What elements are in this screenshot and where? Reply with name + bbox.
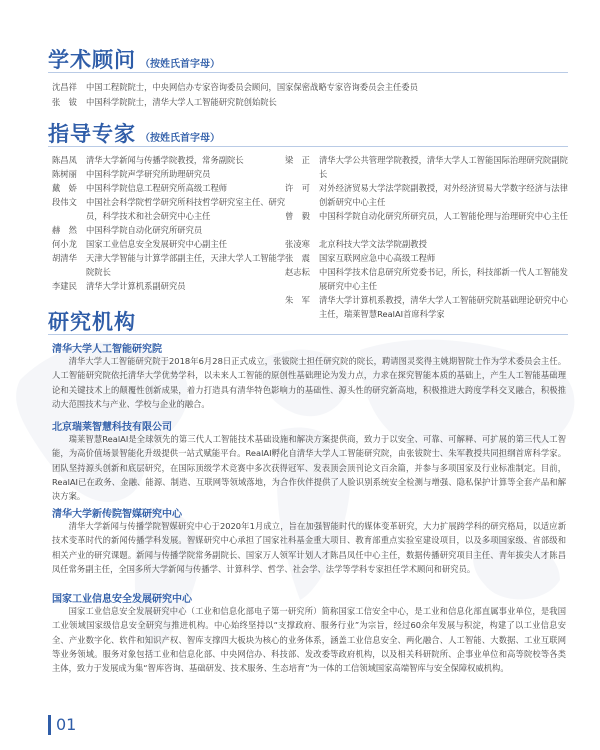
expert-desc: 清华大学计算机系教授，清华大学人工智能研究院基础理论研究中心主任，瑞莱智慧RealAI首席科学家 — [319, 295, 568, 319]
expert-name: 张凌寒 — [285, 239, 310, 249]
guidance-experts-heading — [48, 118, 220, 148]
expert-name: 赫 然 — [52, 225, 77, 235]
advisor-name: 沈昌祥 — [52, 82, 77, 92]
guidance-experts-title: 指导专家 — [48, 122, 136, 146]
institution-text: 清华大学新闻与传播学院智媒研究中心于2020年1月成立，旨在加强智能时代的媒体变革研究，大力扩展跨学科的研究格局，以适应新技术变革时代的新闻传播学科发展。智媒研究中心承担了国家社科基金重大项目、教育部重点实验室建设项目，以及多项国家级、省部级和相关产业的研究课题。新闻与传播学院常务副院长、国家万人领军计划人才陈昌凤任中心主任，数据传播研究项目主任、青年拔尖人才陈昌凤任常务副主任，全国多所大学新闻与传播学、计算科学、哲学、社会学、法学等学科专家担任学术顾问和研究员。 — [52, 521, 566, 574]
expert-desc: 中国科学院声学研究所助理研究员 — [86, 169, 211, 179]
advisor-desc: 中国工程院院士，中央网信办专家咨询委员会顾问，国家保密战略专家咨询委员会主任委员 — [86, 82, 418, 92]
expert-name: 张 震 — [285, 253, 310, 263]
expert-name: 戴 娇 — [52, 183, 77, 193]
expert-desc: 国家互联网应急中心高级工程师 — [319, 253, 436, 263]
section-divider — [48, 334, 568, 335]
expert-desc: 清华大学新闻与传播学院教授，常务副院长 — [86, 155, 244, 165]
expert-name: 胡清华 — [52, 253, 77, 263]
advisor-desc: 中国科学院院士，清华大学人工智能研究院创始院长 — [86, 97, 277, 107]
expert-name: 梁 正 — [285, 155, 310, 165]
institution-name: 北京瑞莱智慧科技有限公司 — [52, 422, 172, 433]
academic-advisors-heading — [48, 44, 220, 74]
academic-advisors-title: 学术顾问 — [48, 48, 136, 72]
institution-text: 清华大学人工智能研究院于2018年6月28日正式成立，张钹院士担任研究院的院长，聘请图灵奖得主姚期智院士作为学术委员会主任。人工智能研究院依托清华大学优势学科，以未来人工智能的原创性基础理论为发力点，力求在探究智能本质的基础上，产生人工智能基础理论和关键技术上的颠覆性创新成果，着力打造具有清华特色影响力的基础性、源头性的研究新高地，积极推进大跨度学科交叉融合，积极推动大范围技术与产业、学校与企业的融合。 — [52, 356, 566, 409]
section-divider — [48, 146, 568, 147]
expert-name: 朱 军 — [285, 295, 310, 305]
institutions-heading — [48, 306, 136, 336]
expert-desc: 中国科学院自动化研究所研究员 — [86, 225, 203, 235]
institution-name: 清华大学新传院智媒研究中心 — [52, 509, 182, 520]
expert-desc: 中国科学院自动化研究所研究员，人工智能伦理与治理研究中心主任 — [319, 211, 568, 221]
expert-desc: 清华大学计算机系副研究员 — [86, 281, 186, 291]
expert-name: 曾 毅 — [285, 211, 310, 221]
expert-name: 许 可 — [285, 183, 310, 193]
institution-name: 清华大学人工智能研究院 — [52, 344, 162, 355]
institution-name: 国家工业信息安全发展研究中心 — [52, 594, 192, 605]
expert-desc: 国家工业信息安全发展研究中心副主任 — [86, 239, 228, 249]
expert-desc: 北京科技大学文法学院副教授 — [319, 239, 427, 249]
institutions-title: 研究机构 — [48, 310, 136, 334]
expert-desc: 中国社会科学院哲学研究所科技哲学研究室主任、研究员，科学技术和社会研究中心主任 — [86, 197, 286, 221]
page-number: 01 — [56, 715, 77, 734]
guidance-experts-note: （按姓氏首字母） — [140, 133, 220, 144]
institution-text: 国家工业信息安全发展研究中心（工业和信息化部电子第一研究所）简称国家工信安全中心，是工业和信息化部直属事业单位，是我国工业领域国家级信息安全研究与推进机构。中心始终坚持以“支撑政府、服务行业”为宗旨，经过60余年发展与积淀，构建了以工业信息安全、产业数字化、软件和知识产权、智库支撑四大板块为核心的业务体系，涵盖工业信息安全、两化融合、人工智能、大数据、工业互联网等业务领域。服务对象包括工业和信息化部、中央网信办、科技部、发改委等政府机构，以及相关科研院所、企事业单位和高等院校等各类主体，致力于发展成为集“智库咨询、基础研发、技术服务、生态培育”为一体的工信领域国家高端智库与安全保障权威机构。 — [52, 606, 566, 674]
expert-name: 段伟文 — [52, 197, 77, 207]
advisor-name: 张 钹 — [52, 97, 77, 107]
institution-text: 瑞莱智慧RealAI是全球领先的第三代人工智能技术基础设施和解决方案提供商，致力于以安全、可靠、可解释、可扩展的第三代人工智能，为高价值场景智能化升级提供一站式赋能平台。RealAI孵化自清华大学人工智能研究院，由张钹院士、朱军教授共同担纲首席科学家。团队坚持源头创新和底层研究，在国际顶级学术竞赛中多次获得冠军、发表顶会顶刊论文百余篇，并参与多项国家及行业标准制定。目前，RealAI已在政务、金融、能源、制造、互联网等领域落地，为合作伙伴提供了人脸识别系统安全检测与增强、隐私保护计算等全套产品和解决方案。 — [52, 434, 566, 502]
expert-name: 陈树丽 — [52, 169, 77, 179]
expert-name: 何小龙 — [52, 239, 77, 249]
academic-advisors-note: （按姓氏首字母） — [140, 59, 220, 70]
expert-desc: 天津大学智能与计算学部副主任，天津大学人工智能学院院长 — [86, 253, 286, 277]
expert-desc: 中国科学技术信息研究所党委书记，所长，科技部新一代人工智能发展研究中心主任 — [319, 267, 568, 291]
expert-desc: 清华大学公共管理学院教授，清华大学人工智能国际治理研究院副院长 — [319, 155, 568, 179]
section-divider — [48, 72, 568, 73]
expert-name: 陈昌凤 — [52, 155, 77, 165]
expert-name: 赵志耘 — [285, 267, 310, 277]
page-number-bar — [48, 715, 51, 735]
expert-desc: 中国科学院信息工程研究所高级工程师 — [86, 183, 228, 193]
expert-name: 李建民 — [52, 281, 77, 291]
expert-desc: 对外经济贸易大学法学院副教授，对外经济贸易大学数字经济与法律创新研究中心主任 — [319, 183, 568, 207]
